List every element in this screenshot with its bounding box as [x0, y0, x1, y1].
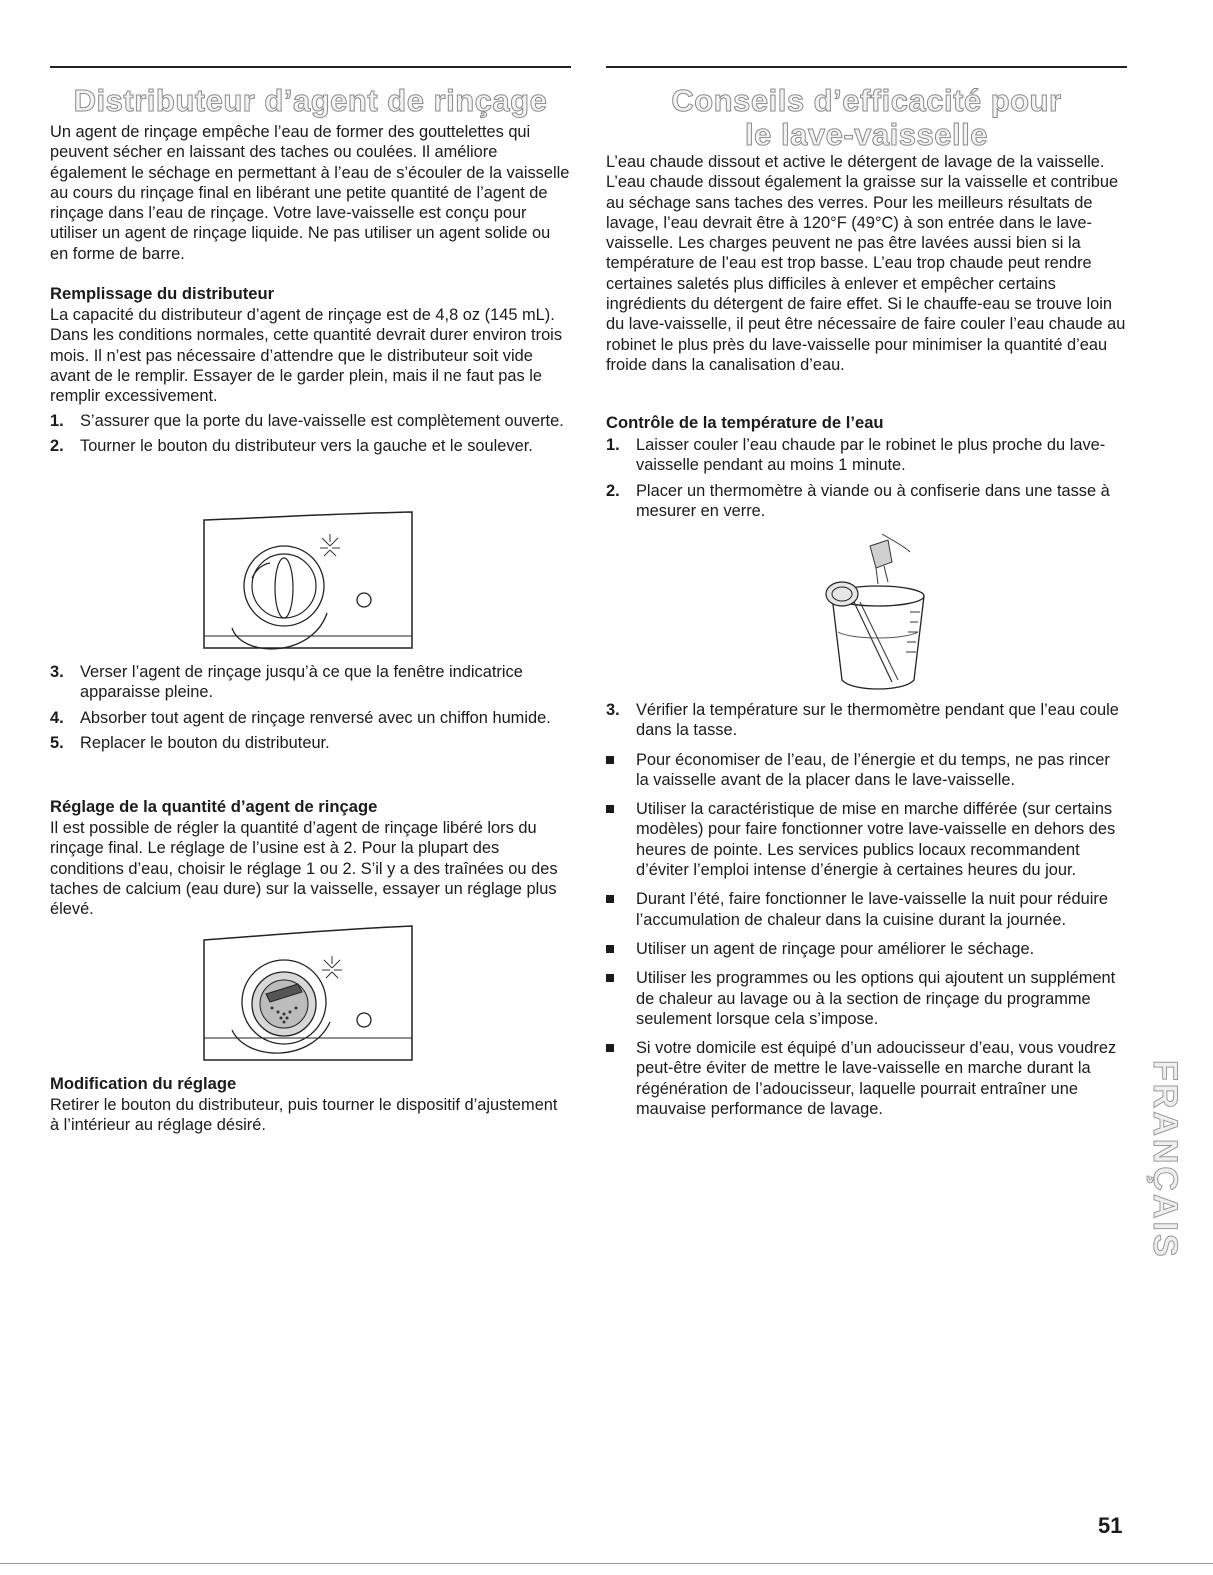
- section-title-efficiency-tips-line2: le lave-vaisselle: [745, 117, 988, 152]
- language-tab-label: FRANÇAIS: [1146, 1060, 1184, 1260]
- step-number: 2.: [50, 437, 64, 456]
- modify-setting-text: Retirer le bouton du distributeur, puis tourner le dispositif d’ajustement à l’intérieur au réglage désiré.: [50, 1096, 558, 1135]
- page-number: 51: [1098, 1513, 1123, 1538]
- tips-list: [606, 700, 1127, 1128]
- dispenser-knob-illustration: [202, 508, 414, 652]
- step-number: 5.: [50, 733, 64, 752]
- temp-steps-list: [606, 435, 1127, 526]
- step-number: 3.: [606, 701, 620, 719]
- fill-dispenser-text: La capacité du distributeur d’agent de rinçage est de 4,8 oz (145 mL). Dans les conditions normales, cette quantité devrait durer environ trois mois. Il n’est pas nécessaire d’attendre que le distributeur soit vide avant de le remplir. Essayer de le garder plein, mais il ne faut pas le remplir excessivement.: [50, 306, 563, 406]
- list-item: [606, 939, 1127, 959]
- bullet-square-icon: [606, 974, 614, 982]
- step-number: 2.: [606, 481, 620, 500]
- step-text: Vérifier la température sur le thermomètre pendant que l’eau coule dans la tasse.: [636, 701, 1119, 740]
- hot-water-intro: L’eau chaude dissout et active le détergent de lavage de la vaisselle. L’eau chaude dissout également la graisse sur la vaisselle et contribue au séchage sans taches des verres. Pour les meilleurs résultats de lavage, l’eau devrait être à 120°F (49°C) à son entrée dans le lave-vaisselle. Les charges peuvent ne pas être lavées aussi bien si la température de l’eau est trop basse. L’eau trop chaude peut rendre certaines saletés plus difficiles à enlever et empêcher certains ingrédients du détergent de faire effet. Si le chauffe-eau se trouve loin du lave-vaisselle, il peut être nécessaire de faire couler l’eau chaude au robinet le plus près du lave-vaisselle pour minimiser la quantité d’eau froide dans la canalisation d’eau.: [606, 153, 1126, 374]
- list-item: [50, 662, 571, 703]
- step-text: Verser l’agent de rinçage jusqu’à ce que la fenêtre indicatrice apparaisse pleine.: [80, 663, 523, 702]
- bullet-square-icon: [606, 895, 614, 903]
- step-text: S’assurer que la porte du lave-vaisselle est complètement ouverte.: [80, 412, 564, 430]
- fill-dispenser-heading: Remplissage du distributeur: [50, 284, 275, 303]
- step-number: 4.: [50, 708, 64, 727]
- bullet-square-icon: [606, 945, 614, 953]
- step-number: 1.: [50, 412, 64, 430]
- list-item: [606, 481, 1127, 522]
- fill-steps-list-a: [50, 411, 571, 462]
- tip-text: Utiliser un agent de rinçage pour améliorer le séchage.: [636, 939, 1035, 958]
- step-number: 3.: [50, 663, 64, 681]
- step-text: Placer un thermomètre à viande ou à confiserie dans une tasse à mesurer en verre.: [636, 481, 1110, 520]
- tip-text: Utiliser la caractéristique de mise en marche différée (sur certains modèles) pour faire fonctionner votre lave-vaisselle en dehors des heures de pointe. Les services publics locaux recommandent d’éviter l’emploi intense d’énergie à certaines heures du jour.: [636, 800, 1116, 880]
- list-item: [606, 799, 1127, 880]
- list-item: [50, 733, 571, 753]
- modify-setting-heading: Modification du réglage: [50, 1074, 237, 1093]
- list-item: [50, 411, 571, 431]
- list-item: [606, 435, 1127, 476]
- bullet-square-icon: [606, 1044, 614, 1052]
- step-text: Absorber tout agent de rinçage renversé avec un chiffon humide.: [80, 708, 551, 727]
- list-item: [606, 968, 1127, 1029]
- footer-rule: [0, 1563, 1213, 1564]
- left-header-rule: [50, 66, 571, 68]
- list-item: [606, 889, 1127, 930]
- step-text: Tourner le bouton du distributeur vers la gauche et le soulever.: [80, 437, 533, 456]
- rinse-aid-intro: Un agent de rinçage empêche l’eau de former des gouttelettes qui peuvent sécher en laissant des taches ou coulées. Il améliore également le séchage en permettant à l’eau de s’écouler de la vaisselle au cours du rinçage final en libérant une petite quantité de l’agent de rinçage dans l’eau de rinçage. Votre lave-vaisselle est conçu pour utiliser un agent de rinçage liquide. Ne pas utiliser un agent solide ou en forme de barre.: [50, 123, 570, 263]
- language-side-tab: [1146, 1060, 1186, 1350]
- step-text: Laisser couler l’eau chaude par le robinet le plus proche du lave-vaisselle pendant au moins 1 minute.: [636, 436, 1106, 475]
- adjust-amount-heading: Réglage de la quantité d’agent de rinçage: [50, 797, 378, 816]
- list-item: [606, 750, 1127, 791]
- list-item: [50, 436, 571, 456]
- step-number: 1.: [606, 436, 620, 454]
- bullet-square-icon: [606, 756, 614, 764]
- section-title-efficiency-tips-line1: Conseils d’efficacité pour: [671, 83, 1062, 118]
- tip-text: Utiliser les programmes ou les options qui ajoutent un supplément de chaleur au lavage ou à la section de rinçage du programme seulement lorsque cela s’impose.: [636, 969, 1116, 1028]
- thermometer-cup-illustration: [812, 532, 942, 696]
- fill-steps-list-b: [50, 662, 571, 758]
- section-title-rinse-aid-dispenser: Distributeur d’agent de rinçage: [73, 83, 548, 118]
- tip-text: Si votre domicile est équipé d’un adoucisseur d’eau, vous voudrez peut-être éviter de mettre le lave-vaisselle en marche durant la régénération de l’adoucisseur, laquelle pourrait entraîner une mauvaise performance de lavage.: [636, 1039, 1117, 1119]
- step-text: Replacer le bouton du distributeur.: [80, 733, 330, 752]
- list-item: [50, 708, 571, 728]
- tip-text: Pour économiser de l’eau, de l’énergie et du temps, ne pas rincer la vaisselle avant de la placer dans le lave-vaisselle.: [636, 750, 1110, 789]
- list-item: [606, 1038, 1127, 1119]
- right-header-rule: [606, 66, 1127, 68]
- adjust-amount-text: Il est possible de régler la quantité d’agent de rinçage libéré lors du rinçage final. Le réglage de l’usine est à 2. Pour la plupart des conditions d’eau, choisir le réglage 1 ou 2. S’il y a des traînées ou des taches de calcium (eau dure) sur la vaisselle, essayer un réglage plus élevé.: [50, 819, 558, 919]
- list-item: [606, 700, 1127, 741]
- adjustment-dial-illustration: [202, 922, 414, 1062]
- water-temp-heading: Contrôle de la température de l’eau: [606, 413, 884, 432]
- tip-text: Durant l’été, faire fonctionner le lave-vaisselle la nuit pour réduire l’accumulation de chaleur dans la cuisine durant la journée.: [636, 890, 1108, 929]
- bullet-square-icon: [606, 805, 614, 813]
